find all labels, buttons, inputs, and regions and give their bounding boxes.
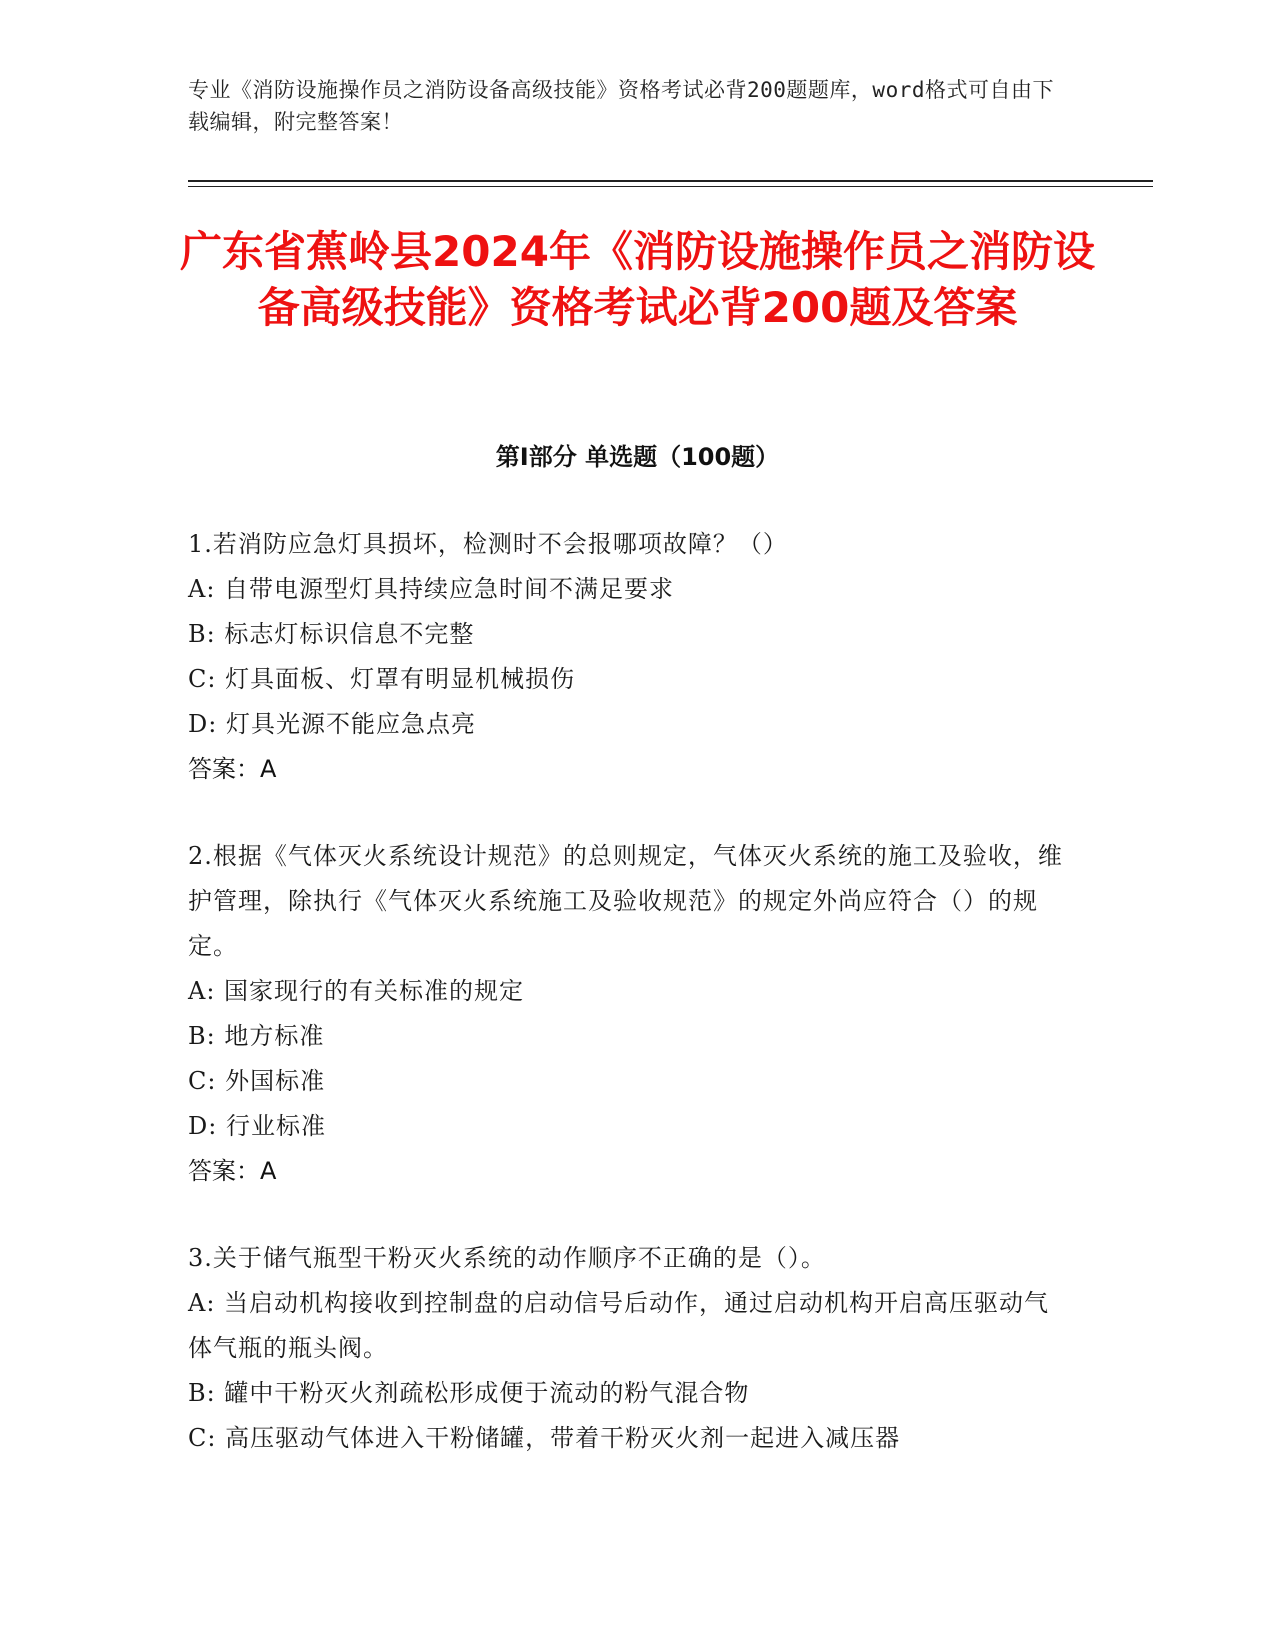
question-3 xyxy=(188,1236,1068,1461)
option-d: D: 灯具光源不能应急点亮 xyxy=(188,710,476,738)
answer: 答案：A xyxy=(188,755,277,783)
question-stem: 2.根据《气体灭火系统设计规范》的总则规定，气体灭火系统的施工及验收，维护管理，除执行《气体灭火系统施工及验收规范》的规定外尚应符合（）的规定。 xyxy=(188,842,1063,960)
question-list xyxy=(188,522,1068,1503)
option-c: C: 高压驱动气体进入干粉储罐，带着干粉灭火剂一起进入减压器 xyxy=(188,1424,901,1452)
document-title: 广东省蕉岭县2024年《消防设施操作员之消防设备高级技能》资格考试必背200题及答案 xyxy=(180,227,1095,332)
header-note: 专业《消防设施操作员之消防设备高级技能》资格考试必背200题题库，word格式可自由下载编辑，附完整答案！ xyxy=(188,78,1054,134)
answer: 答案：A xyxy=(188,1157,277,1185)
header-divider-thin xyxy=(188,186,1153,187)
section-title: 第I部分 单选题（100题） xyxy=(495,443,780,471)
option-d: D: 行业标准 xyxy=(188,1112,326,1140)
option-c: C: 灯具面板、灯罩有明显机械损伤 xyxy=(188,665,576,693)
question-2 xyxy=(188,834,1068,1194)
option-b: B: 罐中干粉灭火剂疏松形成便于流动的粉气混合物 xyxy=(188,1379,750,1407)
option-a: A: 自带电源型灯具持续应急时间不满足要求 xyxy=(188,575,675,603)
question-stem: 3.关于储气瓶型干粉灭火系统的动作顺序不正确的是（）。 xyxy=(188,1244,826,1272)
option-c: C: 外国标准 xyxy=(188,1067,326,1095)
option-a: A: 国家现行的有关标准的规定 xyxy=(188,977,525,1005)
option-b: B: 地方标准 xyxy=(188,1022,325,1050)
question-stem: 1.若消防应急灯具损坏，检测时不会报哪项故障？（） xyxy=(188,530,788,558)
option-a: A: 当启动机构接收到控制盘的启动信号后动作，通过启动机构开启高压驱动气体气瓶的瓶头阀。 xyxy=(188,1289,1050,1362)
header-divider xyxy=(188,180,1153,182)
option-b: B: 标志灯标识信息不完整 xyxy=(188,620,475,648)
question-1 xyxy=(188,522,1068,792)
